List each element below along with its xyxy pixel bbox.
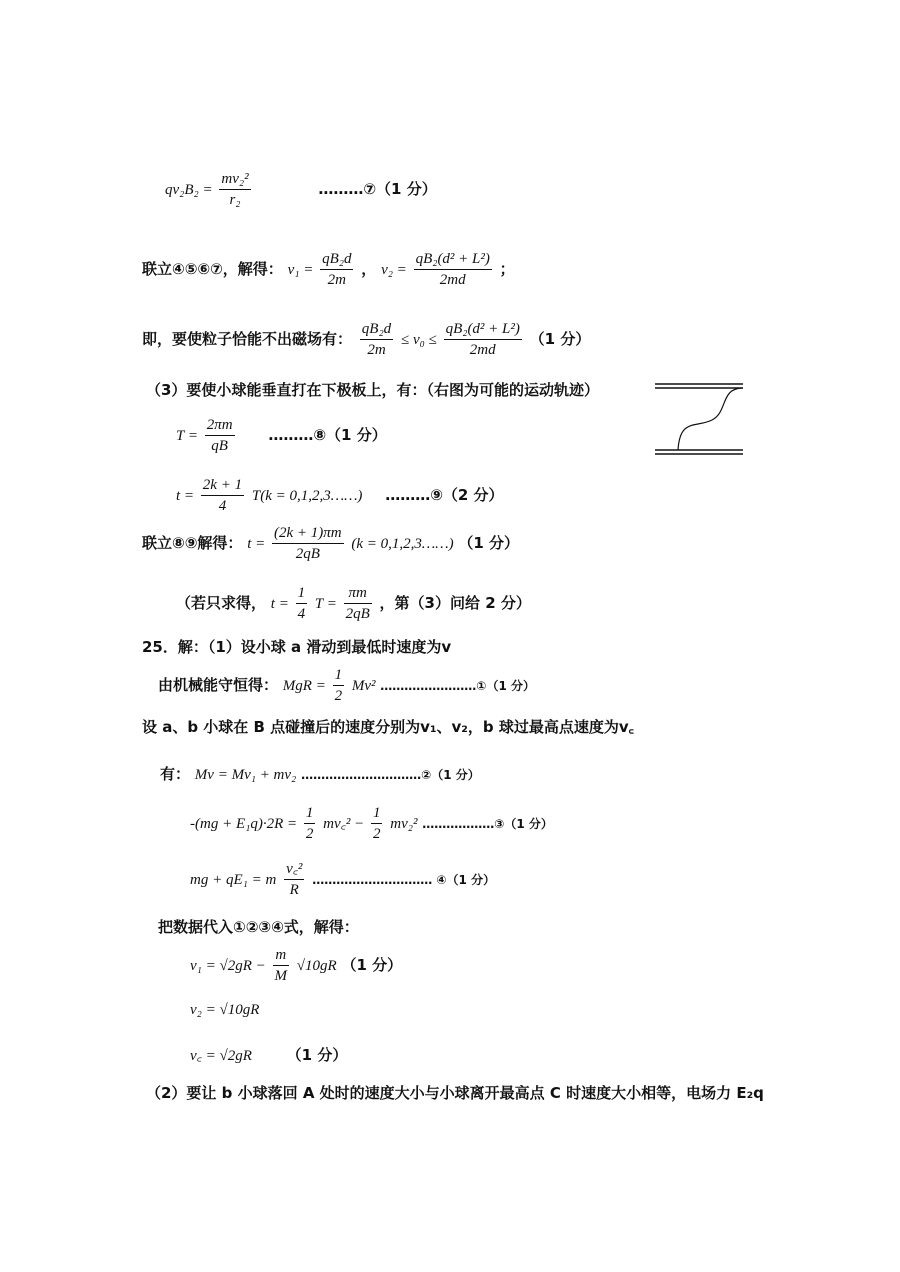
v2-result: v₂ = √10gR: [190, 1002, 260, 1018]
condition-line: 即，要使粒子恰能不出磁场有： $\frac{\text{qB₂d}}{2m}$ ≤ v₀ ≤ $\frac{\text{qB₂(d² + L²)}}{2md}$ （1 分）: [142, 321, 591, 358]
part2-line: （2）要让 b 小球落回 A 处时的速度大小与小球离开最高点 C 时速度大小相等，电场力 E₂q: [146, 1084, 764, 1102]
solve-line-2: 联立⑧⑨解得： t = $\frac{(2k + 1)\pi m}{2qB}$ (k = 0,1,2,3……) （1 分）: [142, 525, 520, 562]
eq7: qv₂B₂ = $\frac{\text{mv₂²}}{\text{r₂}}$ ………⑦（1 分）: [165, 171, 437, 208]
force-line: mg + qE₁ = m $\frac{\text{v꜀²}}{R}$ ………………………… ④（1 分）: [190, 861, 496, 898]
note-line: （若只求得， t = $\frac{1}{4}$ T = $\frac{\pi m}{2qB}$ ，第（3）问给 2 分）: [176, 585, 531, 622]
after-collision-line: 设 a、b 小球在 B 点碰撞后的速度分别为v₁、v₂，b 球过最高点速度为v꜀: [142, 718, 634, 736]
eq8: T = $\frac{2\pi m}{qB}$ ………⑧（1 分）: [176, 417, 387, 454]
q25-head: 25．解：（1）设小球 a 滑动到最低时速度为v: [142, 638, 452, 656]
substitute-line: 把数据代入①②③④式，解得：: [158, 918, 359, 936]
energy-line: 由机械能守恒得： MgR = $\frac{1}{2}$ Mv² ……………………①（1 分）: [158, 667, 535, 704]
momentum-line: 有： Mv = Mv₁ + mv₂ …………………………②（1 分）: [160, 765, 480, 783]
v1-result: v₁ = √2gR − $\frac{m}{M}$ √10gR （1 分）: [190, 947, 403, 984]
work-energy-line: -(mg + E₁q)·2R = $\frac{1}{2}$ mv꜀² − $\frac{1}{2}$ mv₂² ………………③（1 分）: [190, 805, 553, 842]
vc-result: v꜀ = √2gR （1 分）: [190, 1046, 348, 1064]
part3-title: （3）要使小球能垂直打在下极板上，有：（右图为可能的运动轨迹）: [146, 381, 599, 399]
solve-line-1: 联立④⑤⑥⑦，解得： v₁ = $\frac{\text{qB₂d}}{2m}$ ， v₂ = $\frac{\text{qB₂(d² + L²)}}{2md}$ ；: [142, 251, 515, 288]
eq9: t = $\frac{2k + 1}{4}$ T(k = 0,1,2,3……) ………⑨（2 分）: [176, 477, 504, 514]
trajectory-diagram: [650, 378, 750, 460]
